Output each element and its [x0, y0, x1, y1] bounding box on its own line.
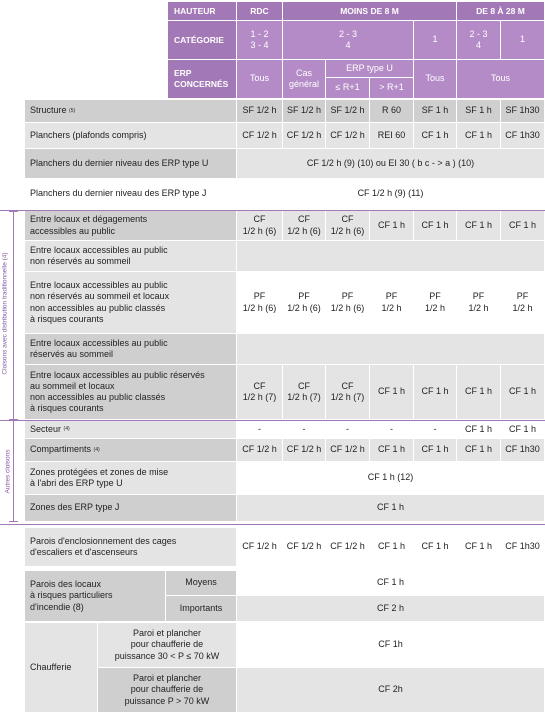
row-label-entre-locaux-risques-courants: Entre locaux accessibles au public non réservés au sommeil et locaux non accessibles au public classés à risques courants — [25, 272, 236, 333]
value-zones-u: CF 1 h (12) — [237, 462, 544, 494]
cell-compartiments-6: CF 1h30 — [501, 439, 544, 461]
row-label-entre-locaux-sommeil: Entre locaux accessibles au public réservés au sommeil — [25, 334, 236, 364]
cell-entre3-6: PF 1/2 h — [501, 272, 544, 333]
row-label-entre-locaux-non-sommeil: Entre locaux accessibles au public non réservés au sommeil — [25, 241, 236, 271]
cell-compartiments-3: CF 1 h — [370, 439, 413, 461]
value-chaufferie-30-70: CF 1h — [237, 623, 544, 667]
bracket-cloisons — [13, 211, 14, 419]
cell-planchers-1: CF 1/2 h — [283, 123, 325, 148]
cell-entre1-4: CF 1 h — [414, 211, 456, 240]
cell-entre5-0: CF 1/2 h (7) — [237, 365, 282, 419]
cell-entre5-5: CF 1 h — [457, 365, 500, 419]
value-moyens: CF 1 h — [237, 571, 544, 595]
cell-structure-3: R 60 — [370, 100, 413, 122]
cell-structure-1: SF 1/2 h — [283, 100, 325, 122]
cell-parois_cages-5: CF 1 h — [457, 528, 500, 566]
erp-tous-rdc: Tous — [237, 60, 282, 98]
cell-entre1-5: CF 1 h — [457, 211, 500, 240]
cat-rdc: 1 - 2 3 - 4 — [237, 21, 282, 59]
header-erp: ERP CONCERNÉS — [168, 60, 236, 98]
value-entre-locaux-non-sommeil — [237, 241, 544, 271]
erp-type-u: ERP type U — [326, 60, 413, 77]
row-label-planchers-u: Planchers du dernier niveau des ERP type U — [25, 149, 236, 178]
cell-compartiments-5: CF 1 h — [457, 439, 500, 461]
row-label-planchers-j: Planchers du dernier niveau des ERP type J — [25, 179, 236, 209]
sub-label-chaufferie-30-70: Paroi et plancher pour chaufferie de puissance 30 < P ≤ 70 kW — [98, 623, 236, 667]
value-planchers-j: CF 1/2 h (9) (11) — [237, 179, 544, 209]
cell-secteur-6: CF 1 h — [501, 421, 544, 438]
row-label-entre-locaux-sommeil-risques: Entre locaux accessibles au public réservés au sommeil et locaux non accessibles au public classés à risques courants — [25, 365, 236, 419]
erp-le-r1: ≤ R+1 — [326, 78, 369, 98]
value-importants: CF 2 h — [237, 596, 544, 621]
cell-entre3-4: PF 1/2 h — [414, 272, 456, 333]
value-entre-locaux-sommeil — [237, 334, 544, 364]
header-rdc: RDC — [237, 2, 282, 20]
cell-entre3-0: PF 1/2 h (6) — [237, 272, 282, 333]
cell-structure-4: SF 1 h — [414, 100, 456, 122]
cell-secteur-4: - — [414, 421, 456, 438]
cell-entre1-0: CF 1/2 h (6) — [237, 211, 282, 240]
cell-entre3-3: PF 1/2 h — [370, 272, 413, 333]
cell-planchers-0: CF 1/2 h — [237, 123, 282, 148]
erp-cas-general: Cas général — [283, 60, 325, 98]
row-label-zones-u: Zones protégées et zones de mise à l'abri des ERP type U — [25, 462, 236, 494]
cat-28-234: 2 - 3 4 — [457, 21, 500, 59]
cell-planchers-4: CF 1 h — [414, 123, 456, 148]
value-chaufferie-70: CF 2h — [237, 668, 544, 712]
cell-planchers-6: CF 1h30 — [501, 123, 544, 148]
cell-entre3-2: PF 1/2 h (6) — [326, 272, 369, 333]
erp-tous-28: Tous — [457, 60, 544, 98]
cell-secteur-2: - — [326, 421, 369, 438]
cell-compartiments-1: CF 1/2 h — [283, 439, 325, 461]
cell-secteur-1: - — [283, 421, 325, 438]
erp-tous-m8: Tous — [414, 60, 456, 98]
value-planchers-u: CF 1/2 h (9) (10) ou EI 30 ( b c - > a ) (10) — [237, 149, 544, 178]
header-8-28m: DE 8 À 28 M — [457, 2, 544, 20]
cell-structure-0: SF 1/2 h — [237, 100, 282, 122]
row-label-secteur: Secteur (4) — [25, 421, 236, 438]
bracket-tick — [9, 211, 18, 212]
cell-secteur-3: - — [370, 421, 413, 438]
cell-parois_cages-1: CF 1/2 h — [283, 528, 325, 566]
row-label-compartiments: Compartiments (4) — [25, 439, 236, 461]
separator — [0, 524, 545, 525]
cat-m8-1: 1 — [414, 21, 456, 59]
cell-structure-5: SF 1 h — [457, 100, 500, 122]
cell-planchers-5: CF 1 h — [457, 123, 500, 148]
cell-entre1-1: CF 1/2 h (6) — [283, 211, 325, 240]
cell-entre3-1: PF 1/2 h (6) — [283, 272, 325, 333]
bracket-tick — [9, 521, 18, 522]
header-moins-8m: MOINS DE 8 M — [283, 2, 456, 20]
cell-entre5-6: CF 1 h — [501, 365, 544, 419]
cell-compartiments-2: CF 1/2 h — [326, 439, 369, 461]
row-label-parois-locaux: Parois des locaux à risques particuliers d'incendie (8) — [25, 571, 165, 621]
row-label-zones-j: Zones des ERP type J — [25, 495, 236, 521]
cell-entre5-4: CF 1 h — [414, 365, 456, 419]
cell-entre5-1: CF 1/2 h (7) — [283, 365, 325, 419]
row-label-structure: Structure (5) — [25, 100, 236, 122]
cell-entre1-6: CF 1 h — [501, 211, 544, 240]
sub-label-chaufferie-70: Paroi et plancher pour chaufferie de puissance P > 70 kW — [98, 668, 236, 712]
cell-compartiments-0: CF 1/2 h — [237, 439, 282, 461]
bracket-autres — [13, 421, 14, 521]
cell-parois_cages-2: CF 1/2 h — [326, 528, 369, 566]
cell-entre1-2: CF 1/2 h (6) — [326, 211, 369, 240]
side-label-cloisons: Cloisons avec distribution traditionnelle (4) — [1, 252, 9, 375]
erp-gt-r1: > R+1 — [370, 78, 413, 98]
cell-secteur-5: CF 1 h — [457, 421, 500, 438]
row-label-planchers: Planchers (plafonds compris) — [25, 123, 236, 148]
cell-parois_cages-6: CF 1h30 — [501, 528, 544, 566]
cell-compartiments-4: CF 1 h — [414, 439, 456, 461]
sub-label-moyens: Moyens — [166, 571, 236, 595]
cell-entre3-5: PF 1/2 h — [457, 272, 500, 333]
row-label-chaufferie: Chaufferie — [25, 623, 97, 712]
cell-secteur-0: - — [237, 421, 282, 438]
cell-planchers-3: REI 60 — [370, 123, 413, 148]
cell-planchers-2: CF 1/2 h — [326, 123, 369, 148]
cat-28-1: 1 — [501, 21, 544, 59]
cell-entre5-2: CF 1/2 h (7) — [326, 365, 369, 419]
cell-parois_cages-3: CF 1 h — [370, 528, 413, 566]
header-hauteur: HAUTEUR — [168, 2, 236, 20]
value-zones-j: CF 1 h — [237, 495, 544, 521]
sub-label-importants: Importants — [166, 596, 236, 621]
cell-parois_cages-4: CF 1 h — [414, 528, 456, 566]
side-label-autres: Autres cloisons — [4, 449, 12, 494]
header-categorie: CATÉGORIE — [168, 21, 236, 59]
cell-structure-2: SF 1/2 h — [326, 100, 369, 122]
row-label-parois-cages: Parois d'enclosionnement des cages d'escaliers et d'ascenseurs — [25, 528, 236, 566]
row-label-entre-locaux-degagements: Entre locaux et dégagements accessibles au public — [25, 211, 236, 240]
cell-parois_cages-0: CF 1/2 h — [237, 528, 282, 566]
cat-m8-234: 2 - 3 4 — [283, 21, 413, 59]
cell-entre1-3: CF 1 h — [370, 211, 413, 240]
cell-entre5-3: CF 1 h — [370, 365, 413, 419]
cell-structure-6: SF 1h30 — [501, 100, 544, 122]
